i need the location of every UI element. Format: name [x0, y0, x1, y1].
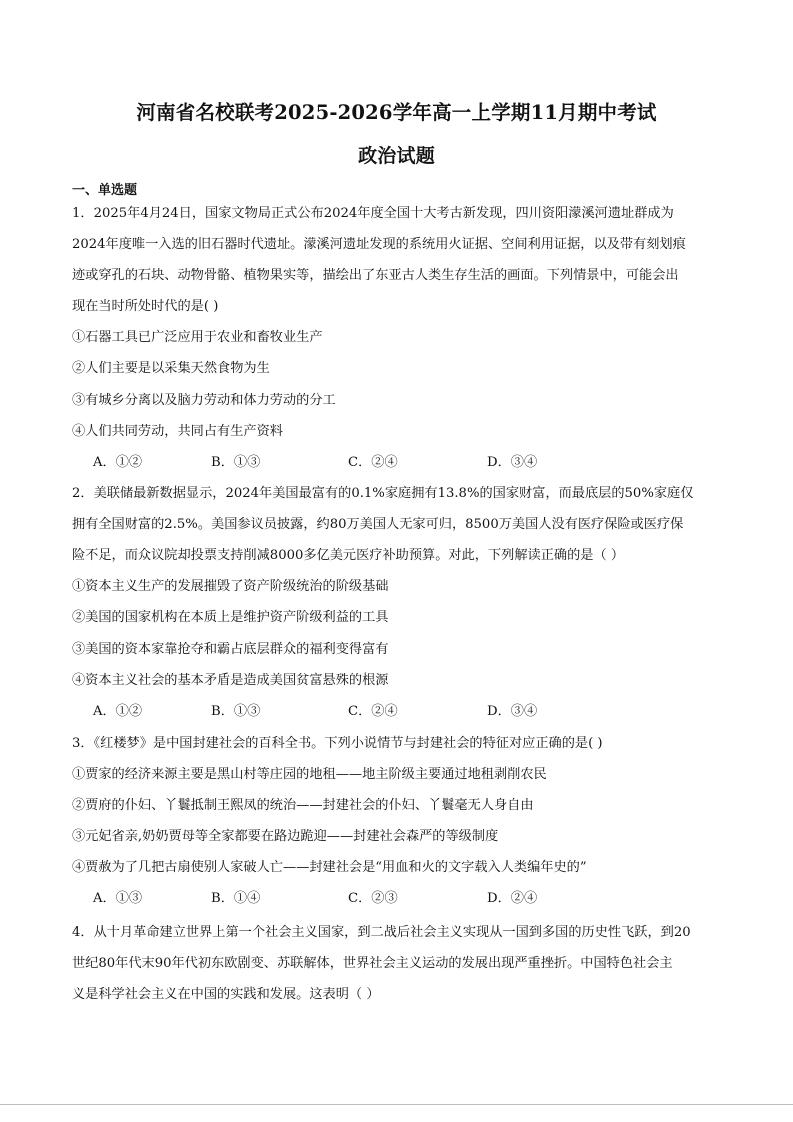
question-1-stem-line-2: 2024年度唯一入选的旧石器时代遗址。濛溪河遗址发现的系统用火证据、空间利用证据，以及带有刻划痕: [72, 237, 686, 252]
question-1-stem-line-1: 1．2025年4月24日，国家文物局正式公布2024年度全国十大考古新发现，四川资阳濛溪河遗址群成为: [72, 206, 674, 221]
question-2-option-a[interactable]: A．①②: [93, 704, 143, 719]
question-1-option-b[interactable]: B．①③: [211, 455, 261, 470]
question-3-option-d[interactable]: D．②④: [487, 891, 538, 906]
question-1-item-3: ③有城乡分离以及脑力劳动和体力劳动的分工: [72, 393, 336, 408]
question-3-item-3: ③元妃省亲,奶奶贾母等全家都要在路边跪迎——封建社会森严的等级制度: [72, 829, 499, 844]
question-4-stem-line-2: 世纪80年代末90年代初东欧剧变、苏联解体，世界社会主义运动的发展出现严重挫折。中国特色社会主: [72, 956, 673, 971]
question-2-item-4: ④资本主义社会的基本矛盾是造成美国贫富悬殊的根源: [72, 673, 389, 688]
question-2-item-1: ①资本主义生产的发展摧毁了资产阶级统治的阶级基础: [72, 579, 389, 594]
question-2-stem-line-2: 拥有全国财富的2.5%。美国参议员披露，约80万美国人无家可归，8500万美国人没有医疗保险或医疗保: [72, 517, 684, 532]
question-2-option-d[interactable]: D．③④: [487, 704, 538, 719]
question-2-item-2: ②美国的国家机构在本质上是维护资产阶级利益的工具: [72, 610, 389, 625]
question-1-stem-line-3: 迹或穿孔的石块、动物骨骼、植物果实等，描绘出了东亚古人类生存生活的画面。下列情景中，可能会出: [72, 268, 679, 283]
question-1-item-1: ①石器工具已广泛应用于农业和畜牧业生产: [72, 330, 323, 345]
question-2-option-b[interactable]: B．①③: [211, 704, 261, 719]
exam-title: 河南省名校联考2025-2026学年高一上学期11月期中考试: [136, 101, 657, 124]
question-3-option-b[interactable]: B．①④: [211, 891, 261, 906]
question-3-item-1: ①贾家的经济来源主要是黑山村等庄园的地租——地主阶级主要通过地租剥削农民: [72, 767, 547, 782]
question-2-stem-line-1: 2．美联储最新数据显示，2024年美国最富有的0.1%家庭拥有13.8%的国家财富，而最底层的50%家庭仅: [72, 486, 694, 501]
question-3-option-c[interactable]: C．②③: [348, 891, 398, 906]
question-1-option-c[interactable]: C．②④: [348, 455, 398, 470]
question-2-item-3: ③美国的资本家靠抢夺和霸占底层群众的福利变得富有: [72, 642, 389, 657]
question-3-stem-line-1: 3．《红楼梦》是中国封建社会的百科全书。下列小说情节与封建社会的特征对应正确的是( ): [72, 736, 603, 751]
question-3-item-4: ④贾赦为了几把古扇使别人家破人亡——封建社会是“用血和火的文字载入人类编年史的”: [72, 860, 587, 875]
question-1-stem-line-4: 现在当时所处时代的是( ): [72, 299, 219, 314]
question-3-item-2: ②贾府的仆妇、丫鬟抵制王熙凤的统治——封建社会的仆妇、丫鬟毫无人身自由: [72, 798, 534, 813]
section-heading-single-choice: 一、单选题: [72, 183, 138, 198]
question-1-option-d[interactable]: D．③④: [487, 455, 538, 470]
exam-subject-title: 政治试题: [358, 145, 435, 167]
question-4-stem-line-1: 4．从十月革命建立世界上第一个社会主义国家，到二战后社会主义实现从一国到多国的历史性飞跃，到20: [72, 925, 691, 940]
question-2-option-c[interactable]: C．②④: [348, 704, 398, 719]
question-3-option-a[interactable]: A．①③: [93, 891, 143, 906]
question-4-stem-line-3: 义是科学社会主义在中国的实践和发展。这表明（ ）: [72, 987, 380, 1002]
question-1-option-a[interactable]: A．①②: [93, 455, 143, 470]
page-bottom-divider: [0, 1104, 793, 1105]
question-2-stem-line-3: 险不足，而众议院却投票支持削减8000多亿美元医疗补助预算。对此，下列解读正确的是（ ）: [72, 548, 625, 563]
question-1-item-4: ④人们共同劳动，共同占有生产资料: [72, 424, 283, 439]
question-1-item-2: ②人们主要是以采集天然食物为生: [72, 361, 270, 376]
